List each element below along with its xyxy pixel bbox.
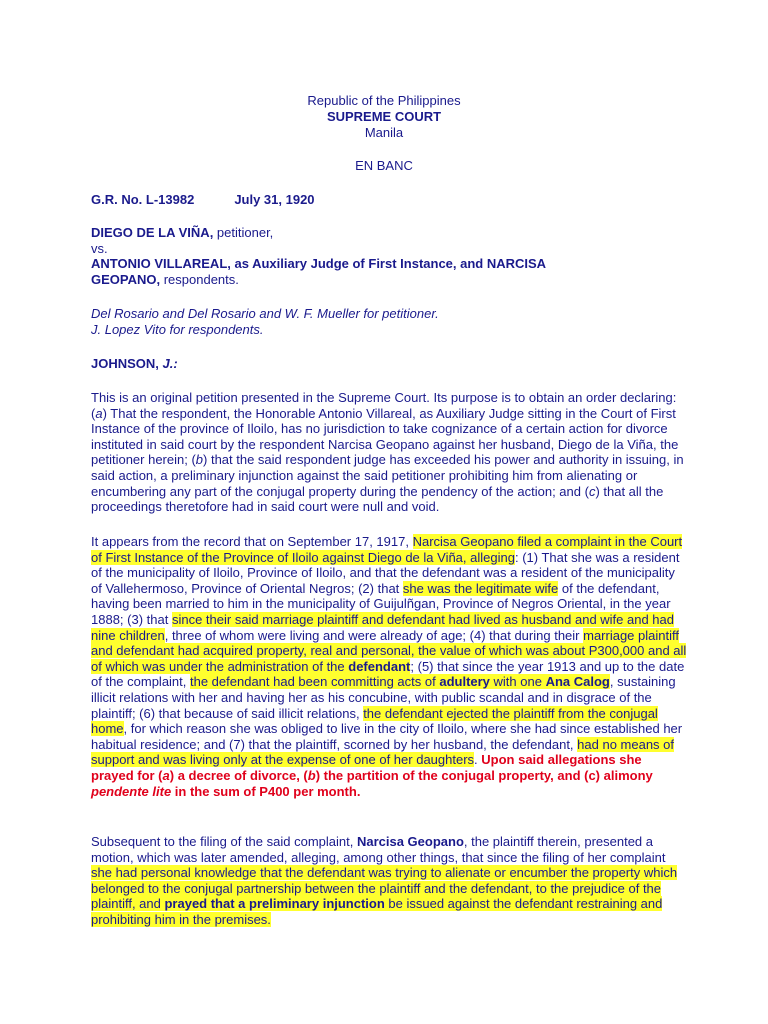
p1-italic-a: a — [95, 405, 103, 421]
p2-text-6: , sustaining illicit relations with her and having her as his concubine, with public scandal and in disgrace of the plaintiff; (6) that because of said illicit relations, — [91, 674, 676, 721]
p3-highlight-bold: prayed that a preliminary injunction — [164, 896, 385, 912]
p1-text-c: ) that the said respondent judge has exceeded his power and authority in issuing, in said action, a preliminary injunction against the said petitioner prohibiting him from alienating or encumbering any part of the conjugal property during the pendency of the action; and ( — [91, 452, 684, 499]
p3-highlight-1: she had personal knowledge that the defendant was trying to alienate or encumber the property which belonged to the conjugal partnership between the plaintiff and the defendant, to the prejudice of the plaintiff, and — [91, 865, 678, 912]
respondent-name-line-1: ANTONIO VILLAREAL, as Auxiliary Judge of First Instance, and NARCISA — [91, 256, 547, 272]
p1-italic-b: b — [195, 452, 204, 468]
p2-text-7: , for which reason she was obliged to live in the city of Iloilo, where she had since established her habitual residence; and (7) that the plaintiff, scorned by her husband, the defendant, — [91, 721, 683, 752]
paragraph-1 — [91, 390, 687, 515]
p2-red-4: in the sum of P400 per month. — [171, 783, 361, 799]
petitioner-role: petitioner, — [213, 225, 274, 240]
respondent-name-line-2: GEOPANO, — [91, 271, 161, 287]
p2-highlight-1: Narcisa Geopano filed a complaint in the Court of First Instance of the Province of Iloilo against Diego de la Viña, alleging — [91, 534, 683, 565]
court-name: SUPREME COURT — [326, 109, 442, 124]
p1-text-a: This is an original petition presented in the Supreme Court. Its purpose is to obtain an order declaring: ( — [91, 390, 677, 421]
p2-highlight-6: the defendant ejected the plaintiff from the conjugal home — [91, 705, 658, 737]
p2-red-2: ) a decree of divorce, ( — [169, 767, 308, 783]
p2-highlight-5c: with one — [489, 674, 546, 690]
p2-highlight-2: she was the legitimate wife — [402, 580, 559, 596]
case-line — [91, 192, 687, 208]
versus: vs. — [91, 240, 108, 256]
p1-text-b: ) That the respondent, the Honorable Antonio Villareal, as Auxiliary Judge sitting in the Court of First Instance of the province of Iloilo, has no jurisdiction to take cognizance of a certain action for divorce instituted in said court by the respondent Narcisa Geopano against her husband, Diego de la Viña, the petitioner herein; ( — [91, 405, 679, 468]
p2-red-italic-3: pendente lite — [91, 783, 172, 799]
counsel-petitioner: Del Rosario and Del Rosario and W. F. Mueller for petitioner. — [91, 306, 439, 321]
decision-date: July 31, 1920 — [234, 192, 315, 207]
counsel-respondents: J. Lopez Vito for respondents. — [91, 321, 264, 337]
p2-highlight-4: marriage plaintiff and defendant had acquired property, real and personal, the value of which was about P300,000 and all of which was under the administration of the — [91, 627, 687, 674]
p2-red-1: Upon said allegations she prayed for ( — [91, 752, 642, 783]
ponente — [91, 356, 687, 372]
p2-text-2: : (1) That she was a resident of the municipality of Iloilo, Province of Iloilo, and that the defendant was a resident of the municipality of Vallehermoso, Province of Oriental Negros; (2) that — [91, 549, 680, 596]
p2-highlight-7: had no means of support and was living only at the expense of one of her daughters — [91, 736, 675, 768]
ponente-name: JOHNSON, — [91, 356, 163, 371]
p2-red-italic-1: a — [162, 767, 170, 783]
p2-text-5: ; (5) that since the year 1913 and up to the date of the complaint, — [91, 658, 685, 690]
p2-red-3: ) the partition of the conjugal property, and (c) alimony — [315, 767, 653, 783]
p2-text-8: . — [474, 752, 482, 768]
counsel-block — [91, 306, 687, 337]
case-title — [91, 225, 687, 287]
p3-text-2: , the plaintiff therein, presented a motion, which was later amended, alleging, among other things, that since the filing of her complaint — [91, 834, 666, 865]
p1-text-d: ) that all the proceedings theretofore had in said court were null and void. — [91, 483, 664, 515]
p2-highlight-3: since their said marriage plaintiff and defendant had lived as husband and wife and had nine children — [91, 611, 675, 643]
p2-highlight-4-bold: defendant — [348, 658, 411, 674]
paragraph-2 — [91, 534, 687, 799]
p3-bold-name: Narcisa Geopano — [356, 834, 464, 849]
division: EN BANC — [355, 158, 413, 173]
paragraph-3 — [91, 834, 687, 928]
p2-highlight-5-bold: adultery — [439, 674, 490, 690]
p3-text-1: Subsequent to the filing of the said complaint, — [91, 834, 357, 849]
p1-italic-c: c — [588, 483, 596, 499]
p2-red-italic-2: b — [307, 767, 316, 783]
p3-highlight-2: be issued against the defendant restraining and prohibiting him in the premises. — [91, 896, 663, 927]
republic-line: Republic of the Philippines — [307, 93, 461, 108]
p2-text-4: , three of whom were living and were already of age; (4) that during their — [164, 627, 584, 643]
gr-number: G.R. No. L-13982 — [91, 192, 195, 207]
p2-text-3: of the defendant, having been married to him in the municipality of Guijulñgan, Province of Negros Oriental, in the year 1888; (3) that — [91, 580, 671, 627]
respondent-role: respondents. — [160, 271, 239, 287]
court-city: Manila — [364, 125, 404, 140]
p2-highlight-5: the defendant had been committing acts of — [190, 674, 440, 690]
p2-text-1: It appears from the record that on September 17, 1917, — [91, 534, 413, 549]
ponente-suffix: J.: — [162, 356, 178, 371]
p2-highlight-5-name: Ana Calog — [545, 674, 610, 690]
petitioner-name: DIEGO DE LA VIÑA, — [91, 225, 214, 240]
